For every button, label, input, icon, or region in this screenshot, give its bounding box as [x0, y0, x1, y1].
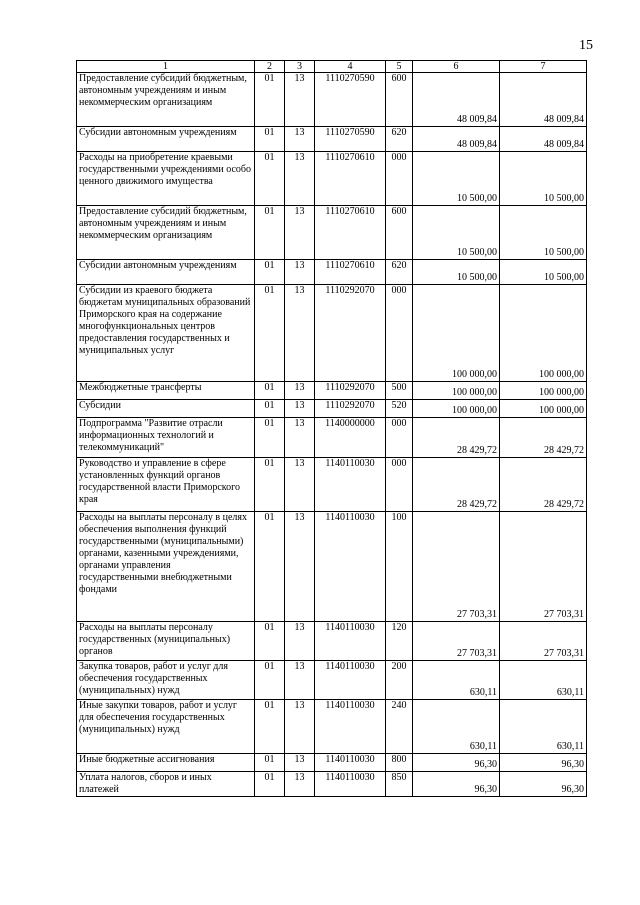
column-header: 2	[255, 61, 285, 73]
subsection-code-cell: 13	[285, 622, 315, 661]
expense-type-cell: 520	[386, 400, 413, 418]
expense-type-cell: 240	[386, 700, 413, 754]
page-number: 15	[579, 38, 593, 53]
amount-cell: 48 009,84	[413, 73, 500, 127]
subsection-code-cell: 13	[285, 260, 315, 285]
expense-type-cell: 620	[386, 260, 413, 285]
section-code-cell: 01	[255, 285, 285, 382]
expense-type-cell: 100	[386, 512, 413, 622]
amount-cell: 48 009,84	[500, 127, 587, 152]
amount-cell: 10 500,00	[500, 152, 587, 206]
target-code-cell: 1140110030	[315, 622, 386, 661]
column-header: 7	[500, 61, 587, 73]
amount-cell: 27 703,31	[500, 622, 587, 661]
amount-cell: 630,11	[500, 661, 587, 700]
table-row	[77, 772, 587, 797]
row-name-cell: Подпрограмма "Развитие отрасли информационных технологий и телекоммуникаций"	[77, 418, 255, 458]
table-row	[77, 206, 587, 260]
amount-cell: 10 500,00	[413, 152, 500, 206]
section-code-cell: 01	[255, 661, 285, 700]
table-row	[77, 458, 587, 512]
amount-cell: 96,30	[413, 754, 500, 772]
amount-cell: 100 000,00	[500, 400, 587, 418]
subsection-code-cell: 13	[285, 73, 315, 127]
amount-cell: 100 000,00	[413, 400, 500, 418]
amount-cell: 48 009,84	[413, 127, 500, 152]
section-code-cell: 01	[255, 622, 285, 661]
row-name-cell: Расходы на приобретение краевыми государственными учреждениями особо ценного движимого имущества	[77, 152, 255, 206]
section-code-cell: 01	[255, 700, 285, 754]
section-code-cell: 01	[255, 206, 285, 260]
target-code-cell: 1140110030	[315, 772, 386, 797]
subsection-code-cell: 13	[285, 400, 315, 418]
expense-type-cell: 000	[386, 458, 413, 512]
target-code-cell: 1140110030	[315, 458, 386, 512]
section-code-cell: 01	[255, 152, 285, 206]
table-row	[77, 260, 587, 285]
subsection-code-cell: 13	[285, 152, 315, 206]
row-name-cell: Иные бюджетные ассигнования	[77, 754, 255, 772]
subsection-code-cell: 13	[285, 458, 315, 512]
target-code-cell: 1140000000	[315, 418, 386, 458]
subsection-code-cell: 13	[285, 700, 315, 754]
row-name-cell: Субсидии	[77, 400, 255, 418]
amount-cell: 10 500,00	[413, 206, 500, 260]
expense-type-cell: 200	[386, 661, 413, 700]
target-code-cell: 1110270590	[315, 127, 386, 152]
table-row	[77, 700, 587, 754]
amount-cell: 28 429,72	[500, 418, 587, 458]
section-code-cell: 01	[255, 458, 285, 512]
table-row	[77, 127, 587, 152]
column-header: 3	[285, 61, 315, 73]
amount-cell: 100 000,00	[500, 382, 587, 400]
subsection-code-cell: 13	[285, 127, 315, 152]
section-code-cell: 01	[255, 754, 285, 772]
amount-cell: 96,30	[500, 754, 587, 772]
amount-cell: 27 703,31	[413, 622, 500, 661]
budget-table	[76, 60, 587, 797]
target-code-cell: 1140110030	[315, 754, 386, 772]
amount-cell: 48 009,84	[500, 73, 587, 127]
target-code-cell: 1110292070	[315, 285, 386, 382]
amount-cell: 100 000,00	[500, 285, 587, 382]
amount-cell: 28 429,72	[413, 458, 500, 512]
column-header: 1	[77, 61, 255, 73]
column-header: 5	[386, 61, 413, 73]
row-name-cell: Предоставление субсидий бюджетным, автономным учреждениям и иным некоммерческим организациям	[77, 73, 255, 127]
expense-type-cell: 500	[386, 382, 413, 400]
row-name-cell: Субсидии автономным учреждениям	[77, 260, 255, 285]
amount-cell: 100 000,00	[413, 382, 500, 400]
subsection-code-cell: 13	[285, 661, 315, 700]
section-code-cell: 01	[255, 73, 285, 127]
amount-cell: 96,30	[500, 772, 587, 797]
row-name-cell: Расходы на выплаты персоналу государственных (муниципальных) органов	[77, 622, 255, 661]
expense-type-cell: 000	[386, 285, 413, 382]
amount-cell: 27 703,31	[413, 512, 500, 622]
expense-type-cell: 800	[386, 754, 413, 772]
expense-type-cell: 850	[386, 772, 413, 797]
expense-type-cell: 600	[386, 73, 413, 127]
row-name-cell: Межбюджетные трансферты	[77, 382, 255, 400]
target-code-cell: 1110292070	[315, 400, 386, 418]
section-code-cell: 01	[255, 418, 285, 458]
row-name-cell: Уплата налогов, сборов и иных платежей	[77, 772, 255, 797]
section-code-cell: 01	[255, 772, 285, 797]
subsection-code-cell: 13	[285, 382, 315, 400]
row-name-cell: Субсидии автономным учреждениям	[77, 127, 255, 152]
subsection-code-cell: 13	[285, 206, 315, 260]
expense-type-cell: 000	[386, 418, 413, 458]
expense-type-cell: 000	[386, 152, 413, 206]
expense-type-cell: 600	[386, 206, 413, 260]
row-name-cell: Закупка товаров, работ и услуг для обеспечения государственных (муниципальных) нужд	[77, 661, 255, 700]
expense-type-cell: 120	[386, 622, 413, 661]
amount-cell: 10 500,00	[500, 260, 587, 285]
header-row	[77, 61, 587, 73]
section-code-cell: 01	[255, 260, 285, 285]
table-row	[77, 754, 587, 772]
target-code-cell: 1140110030	[315, 661, 386, 700]
amount-cell: 10 500,00	[500, 206, 587, 260]
column-header: 4	[315, 61, 386, 73]
table-row	[77, 661, 587, 700]
target-code-cell: 1140110030	[315, 512, 386, 622]
table-row	[77, 73, 587, 127]
amount-cell: 27 703,31	[500, 512, 587, 622]
expense-type-cell: 620	[386, 127, 413, 152]
table-row	[77, 400, 587, 418]
subsection-code-cell: 13	[285, 512, 315, 622]
section-code-cell: 01	[255, 127, 285, 152]
table-row	[77, 382, 587, 400]
amount-cell: 28 429,72	[500, 458, 587, 512]
table-row	[77, 418, 587, 458]
table-row	[77, 512, 587, 622]
amount-cell: 10 500,00	[413, 260, 500, 285]
target-code-cell: 1110292070	[315, 382, 386, 400]
amount-cell: 100 000,00	[413, 285, 500, 382]
table-row	[77, 622, 587, 661]
section-code-cell: 01	[255, 512, 285, 622]
row-name-cell: Расходы на выплаты персоналу в целях обеспечения выполнения функций государственными (муниципальными) органами, казенными учреждениями, органами управления государственными внебюджетными фондами	[77, 512, 255, 622]
target-code-cell: 1110270610	[315, 152, 386, 206]
column-header: 6	[413, 61, 500, 73]
row-name-cell: Субсидии из краевого бюджета бюджетам муниципальных образований Приморского края на содержание многофункциональных центров предоставления государственных и муниципальных услуг	[77, 285, 255, 382]
subsection-code-cell: 13	[285, 418, 315, 458]
table-row	[77, 285, 587, 382]
amount-cell: 630,11	[413, 661, 500, 700]
section-code-cell: 01	[255, 382, 285, 400]
section-code-cell: 01	[255, 400, 285, 418]
amount-cell: 96,30	[413, 772, 500, 797]
target-code-cell: 1140110030	[315, 700, 386, 754]
row-name-cell: Руководство и управление в сфере установленных функций органов государственной власти Приморского края	[77, 458, 255, 512]
subsection-code-cell: 13	[285, 285, 315, 382]
row-name-cell: Иные закупки товаров, работ и услуг для обеспечения государственных (муниципальных) нужд	[77, 700, 255, 754]
subsection-code-cell: 13	[285, 754, 315, 772]
amount-cell: 630,11	[413, 700, 500, 754]
target-code-cell: 1110270590	[315, 73, 386, 127]
amount-cell: 630,11	[500, 700, 587, 754]
amount-cell: 28 429,72	[413, 418, 500, 458]
table-row	[77, 152, 587, 206]
target-code-cell: 1110270610	[315, 206, 386, 260]
target-code-cell: 1110270610	[315, 260, 386, 285]
subsection-code-cell: 13	[285, 772, 315, 797]
row-name-cell: Предоставление субсидий бюджетным, автономным учреждениям и иным некоммерческим организациям	[77, 206, 255, 260]
